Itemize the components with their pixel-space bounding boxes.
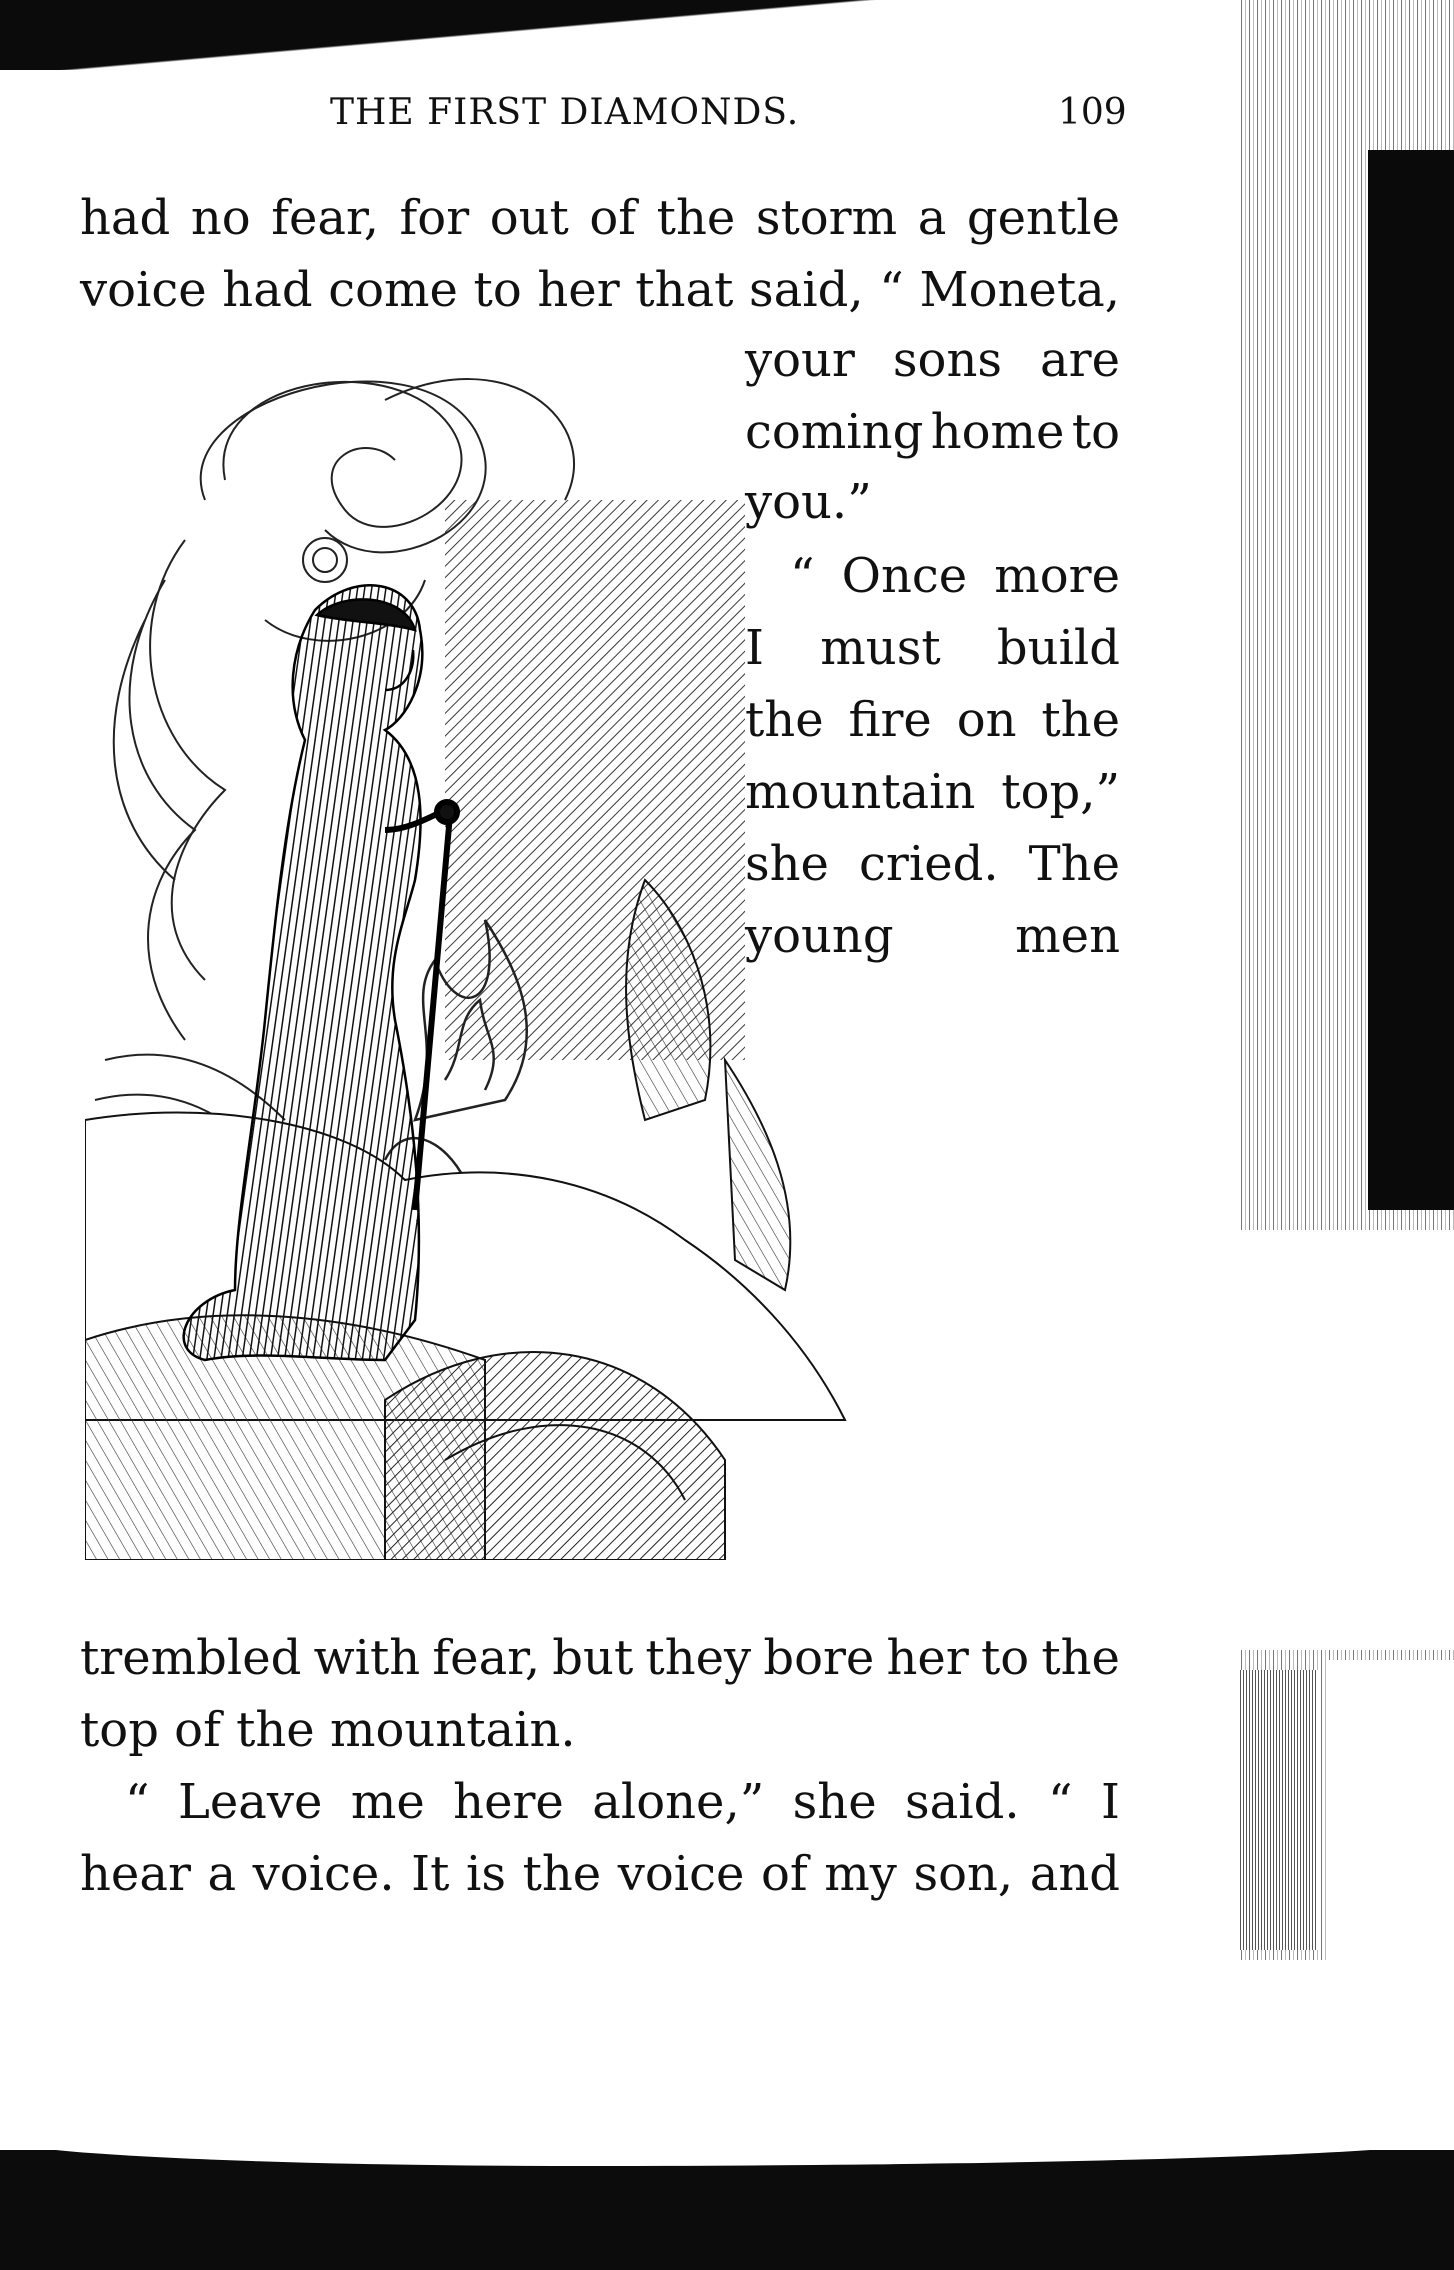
word: “ bbox=[125, 1774, 150, 1830]
word: but bbox=[552, 1630, 634, 1686]
word: to bbox=[1071, 404, 1120, 460]
word: for bbox=[399, 190, 470, 246]
text-line: top of the mountain. bbox=[80, 1702, 576, 1758]
word: “ bbox=[879, 262, 904, 318]
text-line bbox=[80, 190, 1120, 246]
word: must bbox=[820, 620, 941, 676]
word: mountain bbox=[745, 764, 976, 820]
word: voice. bbox=[252, 1846, 395, 1902]
word: The bbox=[1028, 836, 1120, 892]
word: with bbox=[313, 1630, 421, 1686]
word: here bbox=[453, 1774, 564, 1830]
word: the bbox=[656, 190, 736, 246]
word: gentle bbox=[966, 190, 1120, 246]
word: I bbox=[1101, 1774, 1120, 1830]
word: and bbox=[1029, 1846, 1120, 1902]
word: more bbox=[994, 548, 1120, 604]
word: said. bbox=[905, 1774, 1020, 1830]
word: the bbox=[1041, 692, 1120, 748]
word: alone,” bbox=[592, 1774, 765, 1830]
text-line bbox=[125, 1774, 1120, 1830]
word: me bbox=[350, 1774, 425, 1830]
word: “ bbox=[1048, 1774, 1073, 1830]
scan-edge-bottom bbox=[0, 2150, 1454, 2270]
word: coming bbox=[745, 404, 924, 460]
word: bore bbox=[763, 1630, 875, 1686]
word: fear, bbox=[432, 1630, 541, 1686]
word: storm bbox=[755, 190, 898, 246]
word: hear bbox=[80, 1846, 191, 1902]
word: young bbox=[745, 908, 894, 964]
word: her bbox=[886, 1630, 969, 1686]
text-line: you.” bbox=[745, 474, 872, 530]
word: your bbox=[745, 332, 855, 388]
word: “ bbox=[790, 548, 815, 604]
word: the bbox=[745, 692, 824, 748]
word: come bbox=[328, 262, 458, 318]
word: the bbox=[1041, 1630, 1120, 1686]
word: voice bbox=[617, 1846, 745, 1902]
word: a bbox=[917, 190, 947, 246]
word: they bbox=[645, 1630, 752, 1686]
word: home bbox=[930, 404, 1065, 460]
word: a bbox=[207, 1846, 237, 1902]
word: she bbox=[745, 836, 829, 892]
word: I bbox=[745, 620, 764, 676]
word: fire bbox=[848, 692, 932, 748]
word: no bbox=[190, 190, 251, 246]
word: her bbox=[537, 262, 620, 318]
word: voice bbox=[80, 262, 207, 318]
word: son, bbox=[913, 1846, 1014, 1902]
word: said, bbox=[749, 262, 864, 318]
word: cried. bbox=[859, 836, 999, 892]
word: to bbox=[980, 1630, 1030, 1686]
text-line bbox=[80, 262, 1120, 318]
word: had bbox=[80, 190, 171, 246]
word: to bbox=[473, 262, 522, 318]
word: men bbox=[1015, 908, 1120, 964]
word: had bbox=[222, 262, 313, 318]
word: of bbox=[589, 190, 637, 246]
word: fear, bbox=[271, 190, 379, 246]
page-number: 109 bbox=[1058, 92, 1127, 133]
word: trembled bbox=[80, 1630, 302, 1686]
word: on bbox=[956, 692, 1017, 748]
book-page-edges bbox=[1238, 0, 1454, 2150]
word: the bbox=[522, 1846, 602, 1902]
text-line bbox=[80, 1846, 1120, 1902]
word: Once bbox=[841, 548, 968, 604]
word: of bbox=[760, 1846, 808, 1902]
scan-edge-top bbox=[0, 0, 1454, 70]
word: top,” bbox=[1001, 764, 1120, 820]
word: is bbox=[466, 1846, 506, 1902]
illustration-woman-on-mountain bbox=[85, 360, 965, 1560]
word: that bbox=[635, 262, 734, 318]
running-title: THE FIRST DIAMONDS. bbox=[330, 92, 800, 133]
text-line bbox=[80, 1630, 1120, 1686]
word: she bbox=[792, 1774, 877, 1830]
word: out bbox=[489, 190, 569, 246]
word: my bbox=[824, 1846, 897, 1902]
word: sons bbox=[892, 332, 1002, 388]
word: Moneta, bbox=[919, 262, 1120, 318]
word: Leave bbox=[177, 1774, 323, 1830]
word: build bbox=[996, 620, 1120, 676]
word: are bbox=[1040, 332, 1120, 388]
word: It bbox=[411, 1846, 450, 1902]
